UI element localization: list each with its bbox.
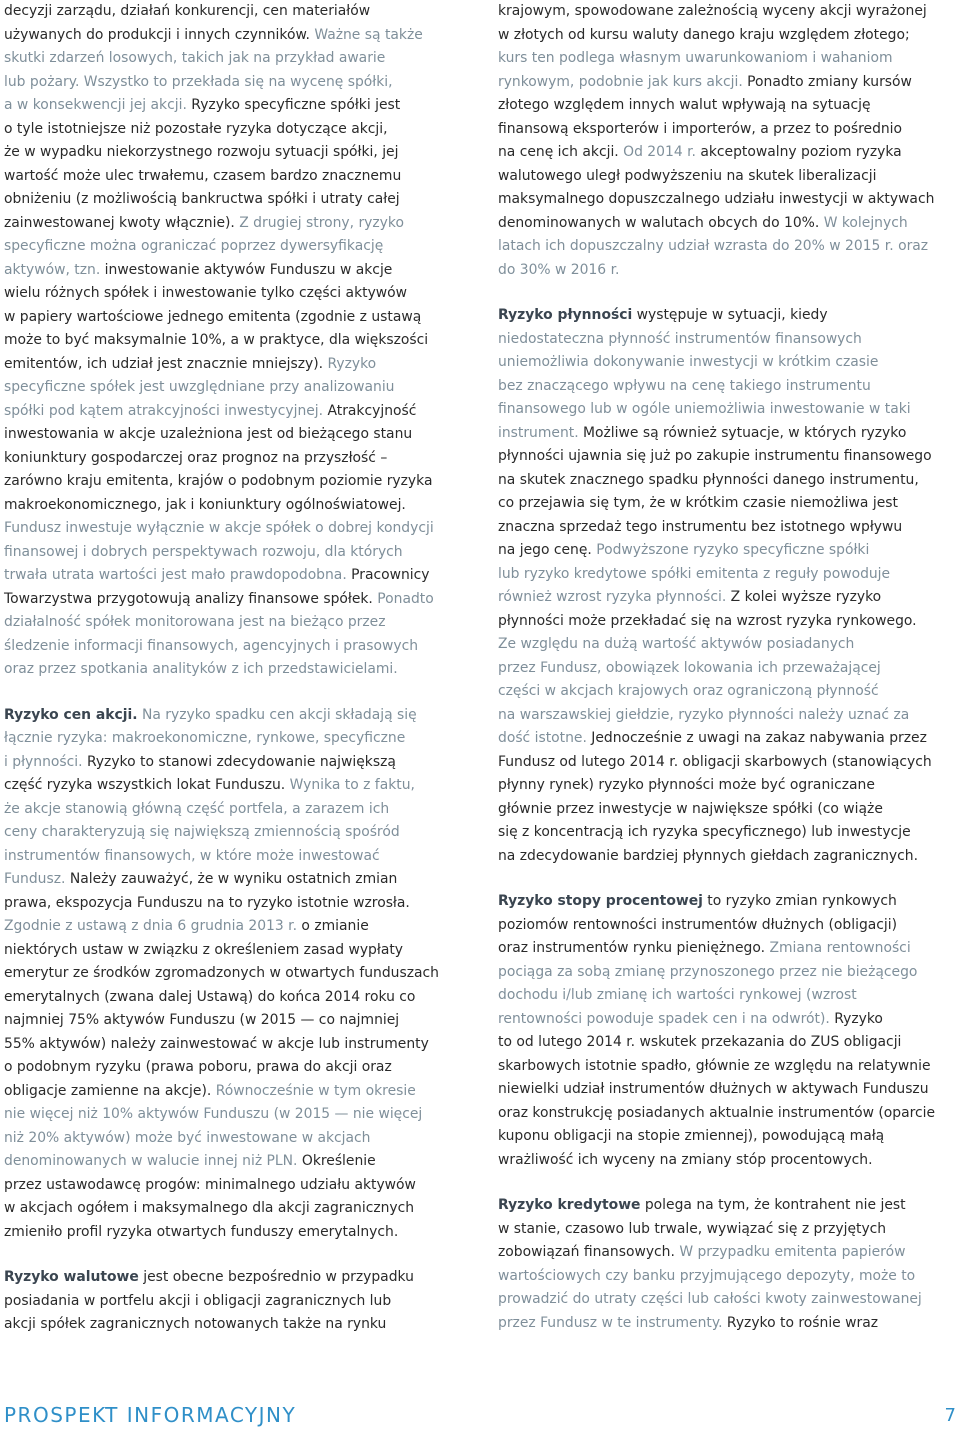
text-line xyxy=(498,1031,960,1055)
text-segment: na cenę ich akcji. xyxy=(498,144,624,160)
text-segment: w akcjach ogółem i maksymalnego dla akcji zagranicznych xyxy=(4,1200,415,1216)
text-segment: finansowej i dobrych perspektywach rozwoju, dla których xyxy=(4,543,403,560)
text-segment: skarbowych istotnie spadło, głównie ze względu na relatywnie xyxy=(498,1057,931,1074)
text-segment: i płynności. xyxy=(4,753,87,770)
text-line xyxy=(4,704,466,728)
text-line xyxy=(4,939,466,963)
right-column xyxy=(498,0,960,1335)
text-line xyxy=(498,165,960,189)
text-line xyxy=(498,1125,960,1149)
text-line xyxy=(498,235,960,259)
text-segment: Z kolei wyższe ryzyko xyxy=(730,589,882,605)
text-line xyxy=(498,47,960,71)
text-line xyxy=(4,588,466,612)
text-line xyxy=(4,1103,466,1127)
text-segment: śledzenie informacji finansowych, agencyjnych i prasowych xyxy=(4,637,419,654)
text-line xyxy=(498,586,960,610)
section-lead: Ryzyko płynności xyxy=(498,307,633,323)
text-line xyxy=(498,422,960,446)
text-line xyxy=(498,657,960,681)
text-line xyxy=(4,47,466,71)
text-segment: Podwyższone ryzyko specyficzne spółki xyxy=(596,542,870,558)
text-line xyxy=(4,259,466,283)
text-line xyxy=(498,680,960,704)
text-line xyxy=(4,915,466,939)
text-segment: niedostateczna płynność instrumentów finansowych xyxy=(498,330,862,347)
text-segment: w złotych od kursu waluty danego kraju względem złotego; xyxy=(498,26,910,43)
text-segment: Na ryzyko spadku cen akcji składają się xyxy=(141,706,417,723)
text-segment: denominowanych w walutach obcych do 10%. xyxy=(498,214,824,231)
text-segment: wartość może ulec trwałemu, czasem bardzo znacznemu xyxy=(4,167,402,184)
text-line xyxy=(4,376,466,400)
text-segment: Wynika to z faktu, xyxy=(289,777,415,793)
text-segment: makroekonomicznego, jak i koniunktury ogólnoświatowej. xyxy=(4,496,406,513)
text-line xyxy=(4,141,466,165)
text-line xyxy=(4,447,466,471)
text-segment: na zdecydowanie bardziej płynnych giełdach zagranicznych. xyxy=(498,847,918,864)
text-line xyxy=(4,1313,466,1337)
footer-title: PROSPEKT INFORMACYJNY xyxy=(4,1403,297,1427)
text-line xyxy=(4,329,466,353)
text-line xyxy=(4,353,466,377)
text-line xyxy=(4,892,466,916)
text-line xyxy=(498,71,960,95)
text-segment: niektórych ustaw w związku z określeniem zasad wypłaty xyxy=(4,941,403,958)
text-segment: uniemożliwia dokonywanie inwestycji w krótkim czasie xyxy=(498,354,879,370)
text-segment: że akcje stanowią główną część portfela, a zarazem ich xyxy=(4,800,390,817)
text-segment: Fundusz od lutego 2014 r. obligacji skarbowych (stanowiących xyxy=(498,753,932,770)
text-segment: prowadzić do utraty części lub całości kwoty zainwestowanej xyxy=(498,1291,922,1307)
text-segment: niż 20% aktywów) może być inwestowane w akcjach xyxy=(4,1129,371,1146)
text-line xyxy=(4,1056,466,1080)
text-line xyxy=(498,961,960,985)
text-line xyxy=(4,564,466,588)
text-line xyxy=(4,658,466,682)
text-segment: Określenie xyxy=(301,1153,376,1169)
text-line xyxy=(4,94,466,118)
text-line xyxy=(4,986,466,1010)
text-segment: Możliwe są również sytuacje, w których ryzyko xyxy=(583,424,907,441)
text-segment: na skutek znacznego spadku płynności danego instrumentu, xyxy=(498,471,919,488)
text-segment: kurs ten podlega własnym uwarunkowaniom i wahaniom xyxy=(498,50,893,66)
text-line xyxy=(498,914,960,938)
text-line xyxy=(4,1174,466,1198)
text-segment: koniunktury gospodarczej oraz prognoz na przyszłość – xyxy=(4,449,388,466)
text-segment: skutki zdarzeń losowych, takich jak na przykład awarie xyxy=(4,50,386,66)
text-line xyxy=(4,165,466,189)
text-line xyxy=(4,962,466,986)
text-segment: Fundusz. xyxy=(4,871,70,887)
text-line xyxy=(4,751,466,775)
text-segment: używanych do produkcji i innych czynników. xyxy=(4,26,315,43)
text-segment: akceptowalny poziom ryzyka xyxy=(700,144,902,160)
text-segment: 55% aktywów) należy zainwestować w akcje lub instrumenty xyxy=(4,1035,429,1052)
text-line xyxy=(4,635,466,659)
text-segment: Należy zauważyć, że w wyniku ostatnich zmian xyxy=(69,871,398,887)
text-segment: krajowym, spowodowane zależnością wyceny akcji wyrażonej xyxy=(498,3,927,19)
text-segment: spółki pod kątem atrakcyjności inwestycyjnej. xyxy=(4,402,328,419)
text-line xyxy=(498,1194,960,1218)
text-line xyxy=(498,1241,960,1265)
text-line xyxy=(4,423,466,447)
text-segment: Od 2014 r. xyxy=(623,144,701,160)
text-segment: obniżeniu (z możliwością bankructwa spółki i utraty całej xyxy=(4,191,400,207)
text-line xyxy=(4,494,466,518)
text-segment: finansowego lub w ogóle uniemożliwia inwestowanie w taki xyxy=(498,401,911,417)
text-line xyxy=(498,845,960,869)
text-line xyxy=(498,984,960,1008)
text-segment: oraz przez spotkania analityków z ich przedstawicielami. xyxy=(4,661,398,677)
text-line xyxy=(4,24,466,48)
text-segment: ceny charakteryzują się największą zmiennością spośród xyxy=(4,824,400,840)
text-line xyxy=(4,541,466,565)
text-segment: obligacje zamienne na akcje). xyxy=(4,1082,216,1099)
text-line xyxy=(498,398,960,422)
text-line xyxy=(498,94,960,118)
text-segment: latach ich dopuszczalny udział wzrasta do 20% w 2015 r. oraz xyxy=(498,238,929,254)
paragraph xyxy=(4,704,466,1245)
text-segment: oraz instrumentów rynku pieniężnego. xyxy=(498,940,770,956)
text-segment: bez znaczącego wpływu na cenę takiego instrumentu xyxy=(498,377,871,394)
text-line xyxy=(4,400,466,424)
text-line xyxy=(498,445,960,469)
text-segment: zarówno kraju emitenta, krajów o podobnym poziomie ryzyka xyxy=(4,473,433,489)
text-line xyxy=(4,118,466,142)
paragraph xyxy=(498,1194,960,1335)
text-segment: na warszawskiej giełdzie, ryzyko płynności należy uznać za xyxy=(498,706,910,723)
text-line xyxy=(498,890,960,914)
text-line xyxy=(498,375,960,399)
text-segment: wielu różnych spółek i inwestowanie tylko części aktywów xyxy=(4,285,408,301)
text-line xyxy=(498,727,960,751)
text-line xyxy=(4,821,466,845)
page-number: 7 xyxy=(944,1405,956,1426)
text-segment: Jednocześnie z uwagi na zakaz nabywania przez xyxy=(591,730,927,746)
text-segment: lub ryzyko kredytowe spółki emitenta z reguły powoduje xyxy=(498,565,891,582)
text-segment: rynkowym, podobnie jak kurs akcji. xyxy=(498,73,748,90)
text-segment: Zmiana rentowności xyxy=(769,940,911,956)
text-segment: wartościowych czy banku przyjmującego depozyty, może to xyxy=(498,1267,916,1284)
text-segment: Ryzyko to rośnie wraz xyxy=(726,1314,879,1331)
text-segment: dochodu i/lub zmianę ich wartości rynkowej (wzrost xyxy=(498,987,857,1003)
text-line xyxy=(498,259,960,283)
text-segment: działalność spółek monitorowana jest na bieżąco przez xyxy=(4,614,386,630)
section-lead: Ryzyko walutowe xyxy=(4,1269,139,1285)
text-line xyxy=(4,1080,466,1104)
text-segment: do 30% w 2016 r. xyxy=(498,261,620,278)
text-segment: co przejawia się tym, że w krótkim czasie niemożliwa jest xyxy=(498,495,898,511)
text-line xyxy=(4,1197,466,1221)
text-line xyxy=(498,0,960,24)
text-segment: o tyle istotniejsze niż pozostałe ryzyka dotyczące akcji, xyxy=(4,120,388,137)
text-segment: polega na tym, że kontrahent nie jest xyxy=(640,1197,906,1213)
text-segment: oraz konstrukcję posiadanych aktualnie instrumentów (oparcie xyxy=(498,1104,936,1121)
text-line xyxy=(498,492,960,516)
text-line xyxy=(4,611,466,635)
text-line xyxy=(498,1312,960,1336)
text-segment: przez Fundusz w te instrumenty. xyxy=(498,1314,727,1331)
text-segment: Atrakcyjność xyxy=(327,402,417,419)
text-segment: Ryzyko xyxy=(327,355,377,372)
text-line xyxy=(4,1266,466,1290)
text-line xyxy=(498,539,960,563)
text-line xyxy=(498,774,960,798)
text-segment: Ryzyko to stanowi zdecydowanie największą xyxy=(86,753,396,770)
text-segment: występuje w sytuacji, kiedy xyxy=(632,307,828,323)
text-segment: emitentów, ich udział jest znacznie mniejszy). xyxy=(4,355,328,372)
text-line xyxy=(4,212,466,236)
paragraph xyxy=(4,0,466,682)
text-segment: W kolejnych xyxy=(823,214,908,231)
text-segment: łącznie ryzyka: makroekonomiczne, rynkowe, specyficzne xyxy=(4,730,406,746)
text-segment: Z drugiej strony, ryzyko xyxy=(239,214,404,231)
text-segment: w papiery wartościowe jednego emitenta (zgodnie z ustawą xyxy=(4,308,422,325)
text-segment: Fundusz inwestuje wyłącznie w akcje spółek o dobrej kondycji xyxy=(4,520,434,536)
text-segment: Ryzyko specyficzne spółki jest xyxy=(191,97,401,113)
text-segment: kuponu obligacji na stopie zmiennej), powodującą małą xyxy=(498,1128,885,1144)
text-segment: Ważne są także xyxy=(314,26,423,43)
text-segment: zmieniło profil ryzyka otwartych funduszy emerytalnych. xyxy=(4,1223,399,1240)
paragraph xyxy=(498,890,960,1172)
text-line xyxy=(498,516,960,540)
text-line xyxy=(4,306,466,330)
text-line xyxy=(498,751,960,775)
text-line xyxy=(498,212,960,236)
text-line xyxy=(498,937,960,961)
text-segment: wrażliwość ich wyceny na zmiany stóp procentowych. xyxy=(498,1151,873,1168)
text-segment: posiadania w portfelu akcji i obligacji zagranicznych lub xyxy=(4,1292,392,1309)
text-segment: walutowego uległ podwyższeniu na skutek liberalizacji xyxy=(498,167,877,184)
text-line xyxy=(498,1008,960,1032)
text-line xyxy=(4,1009,466,1033)
text-segment: że w wypadku niekorzystnego rozwoju sytuacji spółki, jej xyxy=(4,144,399,160)
text-segment: Ze względu na dużą wartość aktywów posiadanych xyxy=(498,636,855,652)
section-lead: Ryzyko kredytowe xyxy=(498,1197,641,1213)
text-segment: głównie przez inwestycje w największe spółki (co wiąże xyxy=(498,800,883,817)
text-segment: Pracownicy xyxy=(351,567,430,583)
text-line xyxy=(498,1265,960,1289)
text-segment: inwestowania w akcje uzależniona jest od bieżącego stanu xyxy=(4,426,413,442)
text-segment: pociąga za sobą zmianę przynoszonego przez nie bieżącego xyxy=(498,963,918,980)
text-segment: emerytalnych (zwana dalej Ustawą) do końca 2014 roku co xyxy=(4,988,416,1005)
text-line xyxy=(498,141,960,165)
text-segment: finansową eksporterów i importerów, a przez to pośrednio xyxy=(498,120,903,137)
text-segment: lub pożary. Wszystko to przekłada się na wycenę spółki, xyxy=(4,73,393,90)
text-line xyxy=(498,821,960,845)
text-line xyxy=(498,351,960,375)
text-line xyxy=(498,1218,960,1242)
text-segment: poziomów rentowności instrumentów dłużnych (obligacji) xyxy=(498,916,898,933)
text-segment: może to być maksymalnie 10%, a w praktyce, dla większości xyxy=(4,332,429,348)
text-segment: prawa, ekspozycja Funduszu na to ryzyko istotnie wzrosła. xyxy=(4,894,410,911)
text-segment: znaczna sprzedaż tego instrumentu bez istotnego wpływu xyxy=(498,518,903,535)
text-segment: to ryzyko zmian rynkowych xyxy=(702,893,897,909)
text-line xyxy=(4,0,466,24)
text-segment: o podobnym ryzyku (prawa poboru, prawa do akcji oraz xyxy=(4,1059,392,1075)
text-segment: najmniej 75% aktywów Funduszu (w 2015 — co najmniej xyxy=(4,1012,400,1028)
text-line xyxy=(498,1055,960,1079)
text-line xyxy=(4,798,466,822)
text-line xyxy=(4,517,466,541)
text-segment: niewielki udział instrumentów dłużnych w aktywach Funduszu xyxy=(498,1081,929,1097)
text-segment: złotego względem innych walut wpływają na sytuację xyxy=(498,97,871,113)
text-segment: zainwestowanej kwoty włącznie). xyxy=(4,214,240,231)
text-line xyxy=(4,235,466,259)
text-line xyxy=(498,798,960,822)
text-segment: przez ustawodawcę progów: minimalnego udziału aktywów xyxy=(4,1176,416,1193)
text-segment: na jego cenę. xyxy=(498,542,597,558)
section-lead: Ryzyko cen akcji. xyxy=(4,706,138,723)
text-segment: specyficzne spółek jest uwzględniane przy analizowaniu xyxy=(4,379,395,395)
text-line xyxy=(4,282,466,306)
text-segment: jest obecne bezpośrednio w przypadku xyxy=(138,1269,414,1285)
text-segment: to od lutego 2014 r. wskutek przekazania do ZUS obligacji xyxy=(498,1034,902,1050)
text-line xyxy=(4,71,466,95)
text-segment: instrument. xyxy=(498,424,584,441)
text-segment: trwała utrata wartości jest mało prawdopodobna. xyxy=(4,567,352,583)
text-segment: instrumentów finansowych, w które może inwestować xyxy=(4,847,380,864)
text-segment: rentowności powoduje spadek cen i na odwrót). xyxy=(498,1010,835,1027)
text-line xyxy=(498,1078,960,1102)
text-segment: W przypadku emitenta papierów xyxy=(679,1244,906,1260)
text-line xyxy=(4,774,466,798)
text-segment: w stanie, czasowo lub trwale, wywiązać się z przyjętych xyxy=(498,1220,887,1237)
text-segment: Zgodnie z ustawą z dnia 6 grudnia 2013 r. xyxy=(4,918,302,934)
text-segment: a w konsekwencji jej akcji. xyxy=(4,97,192,113)
text-segment: denominowanych w walucie innej niż PLN. xyxy=(4,1153,302,1169)
text-line xyxy=(4,845,466,869)
text-segment: część ryzyka wszystkich lokat Funduszu. xyxy=(4,777,290,793)
text-line xyxy=(498,1102,960,1126)
text-line xyxy=(4,727,466,751)
text-segment: Ryzyko xyxy=(834,1010,883,1027)
text-line xyxy=(4,1127,466,1151)
text-segment: aktywów, tzn. xyxy=(4,261,105,278)
text-segment: emerytur ze środków zgromadzonych w otwartych funduszach xyxy=(4,965,439,981)
text-line xyxy=(4,1290,466,1314)
text-segment: Równocześnie w tym okresie xyxy=(215,1082,416,1099)
paragraph xyxy=(498,0,960,282)
text-line xyxy=(498,1288,960,1312)
section-lead: Ryzyko stopy procentowej xyxy=(498,893,703,909)
text-line xyxy=(498,1149,960,1173)
paragraph xyxy=(498,304,960,868)
left-column xyxy=(4,0,466,1337)
text-segment: Towarzystwa przygotowują analizy finansowe spółek. xyxy=(4,590,378,607)
text-segment: się z koncentracją ich ryzyka specyficznego) lub inwestycje xyxy=(498,824,911,840)
text-line xyxy=(4,188,466,212)
text-segment: o zmianie xyxy=(301,918,369,934)
text-segment: decyzji zarządu, działań konkurencji, cen materiałów xyxy=(4,3,371,19)
text-line xyxy=(498,118,960,142)
text-line xyxy=(4,1150,466,1174)
text-line xyxy=(498,188,960,212)
text-line xyxy=(498,469,960,493)
text-segment: również wzrost ryzyka płynności. xyxy=(498,589,731,605)
text-segment: inwestowanie aktywów Funduszu w akcje xyxy=(104,261,393,278)
text-line xyxy=(4,1221,466,1245)
paragraph xyxy=(4,1266,466,1337)
text-segment: nie więcej niż 10% aktywów Funduszu (w 2015 — nie więcej xyxy=(4,1106,423,1122)
text-line xyxy=(498,328,960,352)
text-line xyxy=(4,1033,466,1057)
text-line xyxy=(498,633,960,657)
text-segment: Ponadto xyxy=(377,590,434,607)
text-segment: Ponadto zmiany kursów xyxy=(747,73,912,90)
text-segment: płynny rynek) ryzyko płynności może być ograniczane xyxy=(498,777,875,793)
text-line xyxy=(498,304,960,328)
text-segment: zobowiązań finansowych. xyxy=(498,1244,680,1260)
text-segment: akcji spółek zagranicznych notowanych także na rynku xyxy=(4,1316,387,1332)
text-segment: płynności może przekładać się na wzrost ryzyka rynkowego. xyxy=(498,612,917,629)
text-line xyxy=(498,610,960,634)
text-segment: maksymalnego dopuszczalnego udziału inwestycji w aktywach xyxy=(498,191,935,207)
text-segment: płynności ujawnia się już po zakupie instrumentu finansowego xyxy=(498,448,932,464)
text-line xyxy=(498,704,960,728)
text-line xyxy=(498,563,960,587)
text-line xyxy=(4,470,466,494)
text-line xyxy=(4,868,466,892)
text-segment: dość istotne. xyxy=(498,730,592,746)
text-segment: przez Fundusz, obowiązek lokowania ich przeważającej xyxy=(498,659,881,676)
text-segment: części w akcjach krajowych oraz ograniczoną płynność xyxy=(498,683,879,699)
text-line xyxy=(498,24,960,48)
text-segment: specyficzne można ograniczać poprzez dywersyfikację xyxy=(4,238,384,254)
